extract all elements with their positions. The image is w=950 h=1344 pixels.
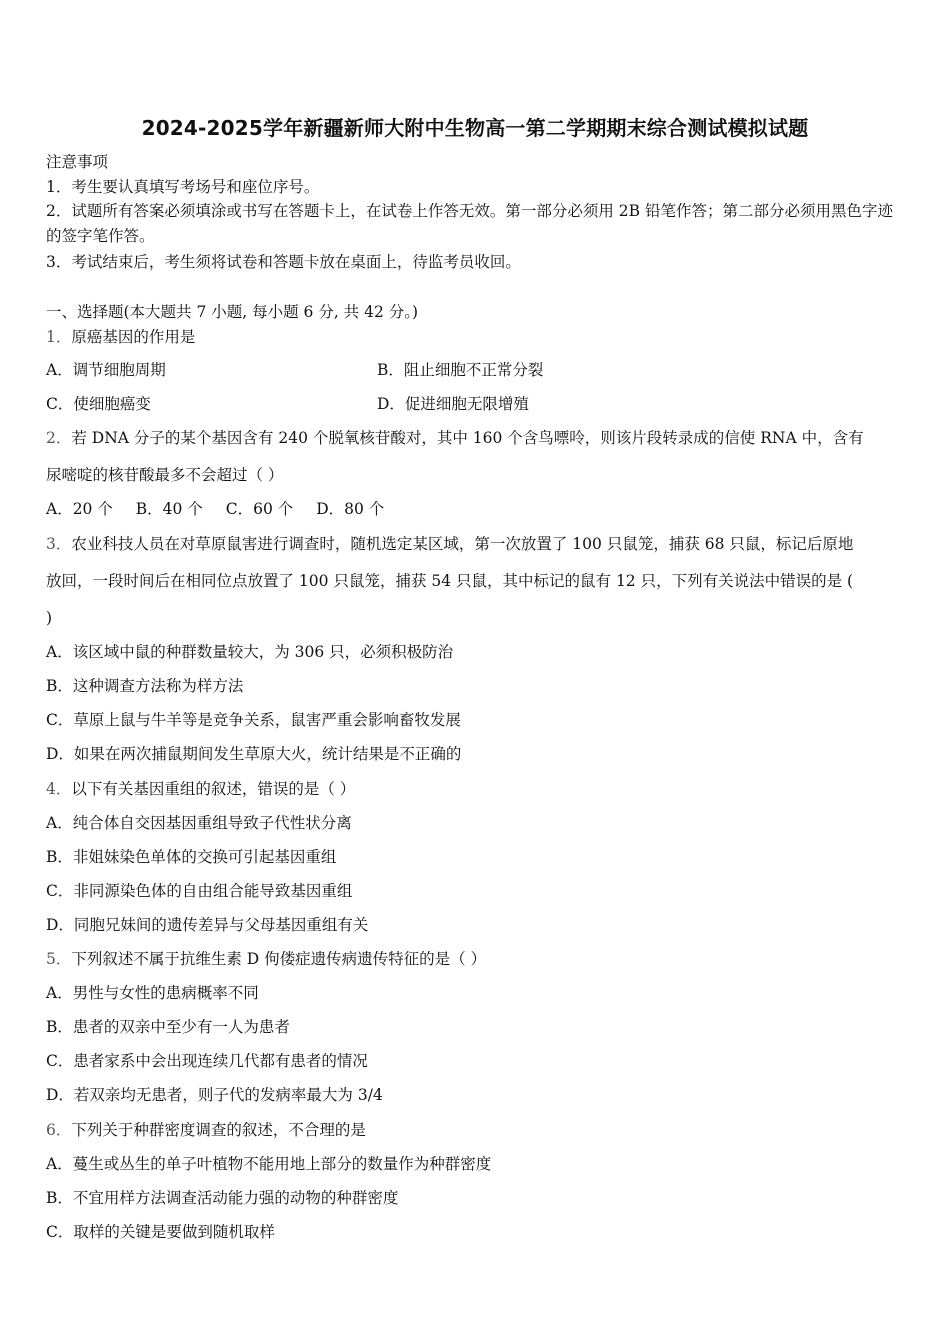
question-1-option-c: C．使细胞癌变	[46, 395, 151, 413]
question-2-option-c: C．60 个	[225, 500, 294, 518]
question-number: 5．	[46, 950, 72, 968]
question-2-stem-line-1: 2．若 DNA 分子的某个基因含有 240 个脱氧核苷酸对，其中 160 个含鸟嘌呤，则该片段转录成的信使 RNA 中，含有	[46, 429, 864, 447]
question-3-stem-line-1: 3．农业科技人员在对草原鼠害进行调查时，随机选定某区域，第一次放置了 100 只鼠笼，捕获 68 只鼠，标记后原地	[46, 535, 854, 553]
question-4-option-a: A．纯合体自交因基因重组导致子代性状分离	[46, 814, 352, 832]
question-6-stem: 6．下列关于种群密度调查的叙述，不合理的是	[46, 1121, 366, 1139]
question-2-stem-line-2: 尿嘧啶的核苷酸最多不会超过（ ）	[46, 466, 284, 484]
question-6-option-b: B．不宜用样方法调查活动能力强的动物的种群密度	[46, 1189, 399, 1207]
question-1-option-b: B．阻止细胞不正常分裂	[377, 361, 544, 379]
question-5-option-c: C．患者家系中会出现连续几代都有患者的情况	[46, 1052, 368, 1070]
question-1-stem: 1．原癌基因的作用是	[46, 328, 196, 346]
notice-item-1: 1．考生要认真填写考场号和座位序号。	[46, 178, 320, 196]
notice-heading: 注意事项	[46, 153, 109, 171]
question-5-stem: 5．下列叙述不属于抗维生素 D 佝偻症遗传病遗传特征的是（ ）	[46, 950, 487, 968]
question-1-option-a: A．调节细胞周期	[46, 361, 166, 379]
question-3-option-b: B．这种调查方法称为样方法	[46, 677, 244, 695]
question-number: 2．	[46, 429, 72, 447]
question-number: 4．	[46, 780, 72, 798]
question-3-option-d: D．如果在两次捕鼠期间发生草原大火，统计结果是不正确的	[46, 745, 462, 763]
question-number: 1．	[46, 328, 72, 346]
question-4-option-b: B．非姐妹染色单体的交换可引起基因重组	[46, 848, 337, 866]
question-2-option-d: D．80 个	[316, 500, 385, 518]
question-4-option-d: D．同胞兄妹间的遗传差异与父母基因重组有关	[46, 916, 369, 934]
question-3-option-c: C．草原上鼠与牛羊等是竞争关系，鼠害严重会影响畜牧发展	[46, 711, 461, 729]
question-3-option-a: A．该区域中鼠的种群数量较大，为 306 只，必须积极防治	[46, 643, 454, 661]
page-title: 2024-2025学年新疆新师大附中生物高一第二学期期末综合测试模拟试题	[141, 116, 809, 140]
question-2-option-a: A．20 个	[46, 500, 113, 518]
question-2-option-b: B．40 个	[135, 500, 203, 518]
question-number: 3．	[46, 535, 72, 553]
notice-item-2: 2．试题所有答案必须填涂或书写在答题卡上，在试卷上作答无效。第一部分必须用 2B 铅笔作答；第二部分必须用黑色字迹的签字笔作答。	[46, 202, 893, 245]
question-5-option-b: B．患者的双亲中至少有一人为患者	[46, 1018, 290, 1036]
question-5-option-a: A．男性与女性的患病概率不同	[46, 984, 259, 1002]
question-2-options	[46, 499, 402, 519]
question-5-option-d: D．若双亲均无患者，则子代的发病率最大为 3/4	[46, 1086, 383, 1104]
question-4-stem: 4．以下有关基因重组的叙述，错误的是（ ）	[46, 780, 356, 798]
question-3-stem-line-3: )	[46, 609, 53, 627]
question-6-option-c: C．取样的关键是要做到随机取样	[46, 1223, 275, 1241]
question-1-option-d: D．促进细胞无限增殖	[377, 395, 529, 413]
section-heading: 一、选择题(本大题共 7 小题, 每小题 6 分, 共 42 分。)	[46, 303, 419, 321]
notice-item-3: 3．考试结束后，考生须将试卷和答题卡放在桌面上，待监考员收回。	[46, 253, 521, 271]
question-number: 6．	[46, 1121, 72, 1139]
question-4-option-c: C．非同源染色体的自由组合能导致基因重组	[46, 882, 353, 900]
question-6-option-a: A．蔓生或丛生的单子叶植物不能用地上部分的数量作为种群密度	[46, 1155, 492, 1173]
question-3-stem-line-2: 放回，一段时间后在相同位点放置了 100 只鼠笼，捕获 54 只鼠，其中标记的鼠有 12 只，下列有关说法中错误的是 (	[46, 572, 854, 590]
